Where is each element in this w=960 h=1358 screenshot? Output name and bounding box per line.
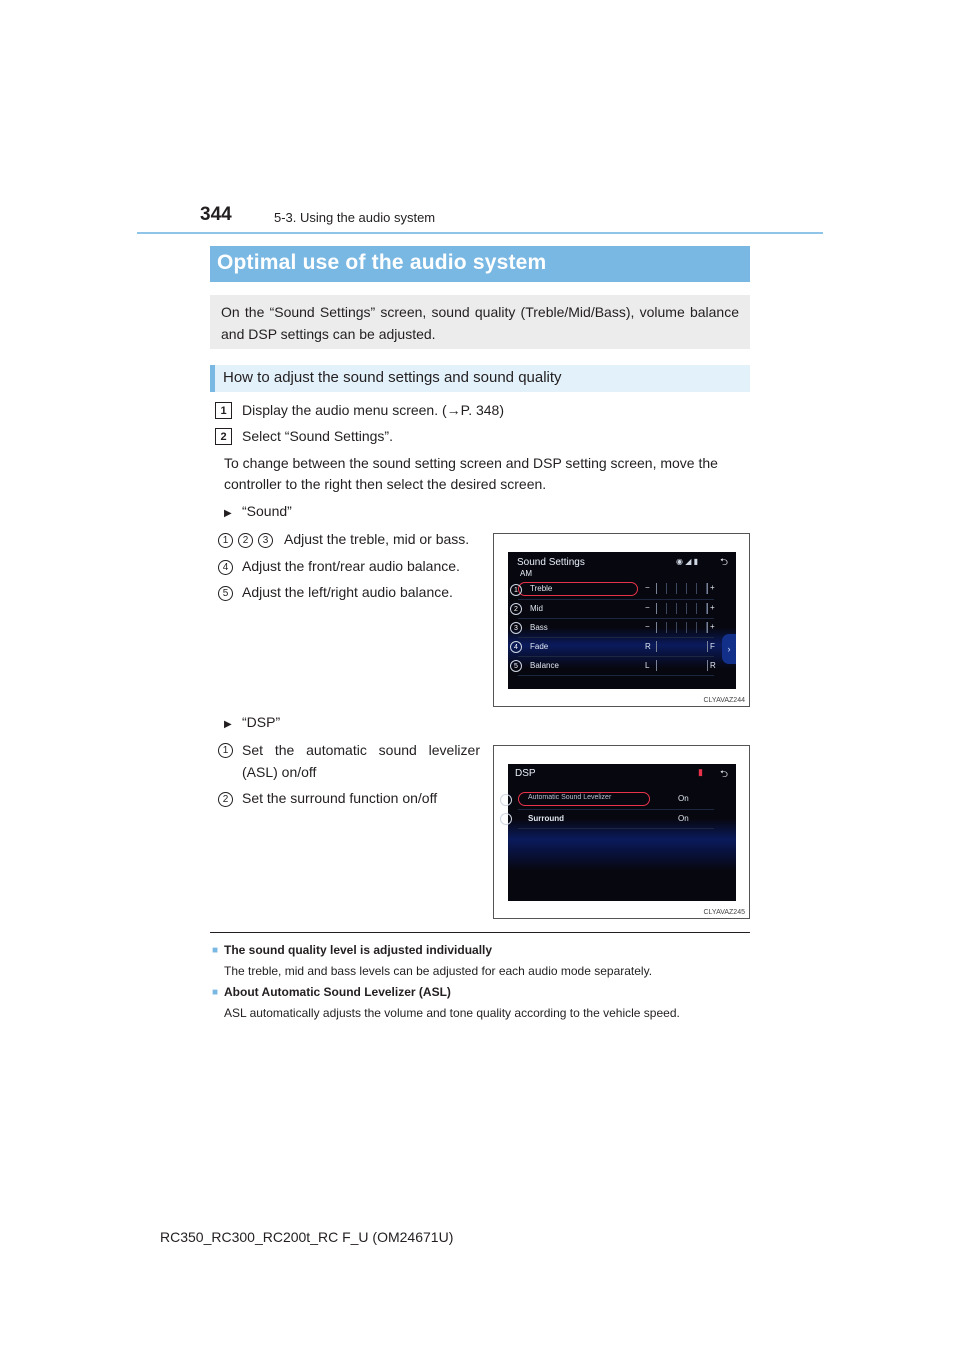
level-slider[interactable] [656, 583, 708, 594]
intro-text: On the “Sound Settings” screen, sound quality (Treble/Mid/Bass), volume balance and DSP settings can be adjusted. [221, 304, 739, 342]
screen-row-treble[interactable] [518, 581, 714, 600]
section-title: Optimal use of the audio system [217, 251, 547, 274]
row-value[interactable]: On [678, 814, 689, 823]
back-icon[interactable]: ⮌ [720, 769, 729, 780]
sound-settings-screenshot [493, 533, 750, 707]
dsp-screenshot [493, 745, 750, 919]
sound-item-text-2: Adjust the front/rear audio balance. [242, 558, 460, 574]
screen-title: Sound Settings [517, 557, 585, 568]
callout-4: 4 [218, 560, 233, 575]
triangle-bullet-icon: ▶ [224, 719, 232, 730]
screen-title: DSP [515, 768, 536, 779]
note-title-2: About Automatic Sound Levelizer (ASL) [224, 985, 451, 999]
note-title-1: The sound quality level is adjusted individually [224, 943, 493, 957]
callout-1: 1 [218, 743, 233, 758]
screen-row-mid[interactable] [518, 600, 714, 619]
note-body-1: The treble, mid and bass levels can be adjusted for each audio mode separately. [224, 964, 653, 978]
row-min: − [645, 622, 650, 631]
row-min: R [645, 642, 651, 651]
row-label: Fade [530, 642, 549, 651]
chevron-right-icon[interactable]: › [722, 634, 736, 664]
screen-subtitle: AM [520, 569, 532, 578]
step-number-2: 2 [215, 428, 232, 445]
row-min: − [645, 603, 650, 612]
square-bullet-icon: ■ [212, 987, 219, 998]
note-body-2: ASL automatically adjusts the volume and tone quality according to the vehicle speed. [224, 1006, 680, 1020]
row-max: + [710, 622, 715, 631]
row-label: Treble [530, 584, 553, 593]
row-label: Surround [528, 814, 564, 823]
level-slider[interactable] [656, 603, 708, 614]
screen-row-surround[interactable] [518, 810, 714, 829]
intro-box [210, 295, 750, 349]
row-max: F [710, 642, 715, 651]
footer-model-code: RC350_RC300_RC200t_RC F_U (OM24671U) [160, 1229, 454, 1245]
step-text-1: Display the audio menu screen. (→P. 348) [242, 402, 504, 418]
screen-callout-5: 5 [510, 660, 522, 672]
screen-callout-1: 1 [500, 794, 512, 806]
chapter-title: 5-3. Using the audio system [274, 210, 436, 225]
step2-detail: To change between the sound setting screen and DSP setting screen, move the controller to the right then select the desired screen. [224, 455, 718, 492]
row-value[interactable]: On [678, 794, 689, 803]
screen-callout-4: 4 [510, 641, 522, 653]
row-label: Mid [530, 604, 543, 613]
subheading-accent [210, 365, 215, 392]
sound-screen [508, 552, 736, 689]
back-icon[interactable]: ⮌ [720, 557, 729, 568]
row-label: Bass [530, 623, 548, 632]
status-icon: ▮ [698, 767, 703, 777]
page-number: 344 [200, 204, 232, 225]
sound-item-text-1: Adjust the treble, mid or bass. [284, 531, 470, 547]
dsp-label: “DSP” [242, 714, 281, 730]
sound-label: “Sound” [242, 503, 292, 519]
callout-1: 1 [218, 533, 233, 548]
screen-row-fade[interactable] [518, 638, 714, 657]
row-max: + [710, 583, 715, 592]
figure-code: CLYAVAZ245 [703, 909, 745, 916]
row-min: L [645, 661, 650, 670]
screen-callout-2: 2 [500, 813, 512, 825]
balance-slider[interactable] [656, 660, 708, 671]
square-bullet-icon: ■ [212, 945, 219, 956]
screen-row-asl[interactable] [518, 791, 714, 810]
row-label: Automatic Sound Levelizer [528, 794, 612, 801]
subheading-bar [210, 365, 750, 392]
subheading-text: How to adjust the sound settings and sound quality [223, 369, 562, 386]
header-rule [137, 232, 823, 234]
screen-row-balance[interactable] [518, 657, 714, 676]
callout-3: 3 [258, 533, 273, 548]
triangle-bullet-icon: ▶ [224, 508, 232, 519]
figure-code: CLYAVAZ244 [703, 697, 745, 704]
section-title-bar [210, 246, 750, 282]
row-max: R [710, 661, 716, 670]
notes-divider [210, 932, 750, 933]
screen-callout-2: 2 [510, 603, 522, 615]
step-text-2: Select “Sound Settings”. [242, 428, 393, 444]
dsp-item-text-2: Set the surround function on/off [242, 790, 438, 806]
dsp-screen [504, 764, 736, 901]
callout-2: 2 [238, 533, 253, 548]
callout-5: 5 [218, 586, 233, 601]
sound-item-text-3: Adjust the left/right audio balance. [242, 584, 453, 600]
callout-2: 2 [218, 792, 233, 807]
dsp-item-text-1a: Set the automatic sound levelizer [242, 742, 480, 758]
screen-callout-3: 3 [510, 622, 522, 634]
screen-callout-1: 1 [510, 584, 522, 596]
row-label: Balance [530, 661, 559, 670]
dsp-item-text-1b: (ASL) on/off [242, 764, 317, 780]
status-icons: ◉ ◢ ▮ [676, 557, 698, 566]
row-max: + [710, 603, 715, 612]
level-slider[interactable] [656, 622, 708, 633]
balance-slider[interactable] [656, 641, 708, 652]
screen-row-bass[interactable] [518, 619, 714, 638]
row-min: − [645, 583, 650, 592]
step-number-1: 1 [215, 402, 232, 419]
